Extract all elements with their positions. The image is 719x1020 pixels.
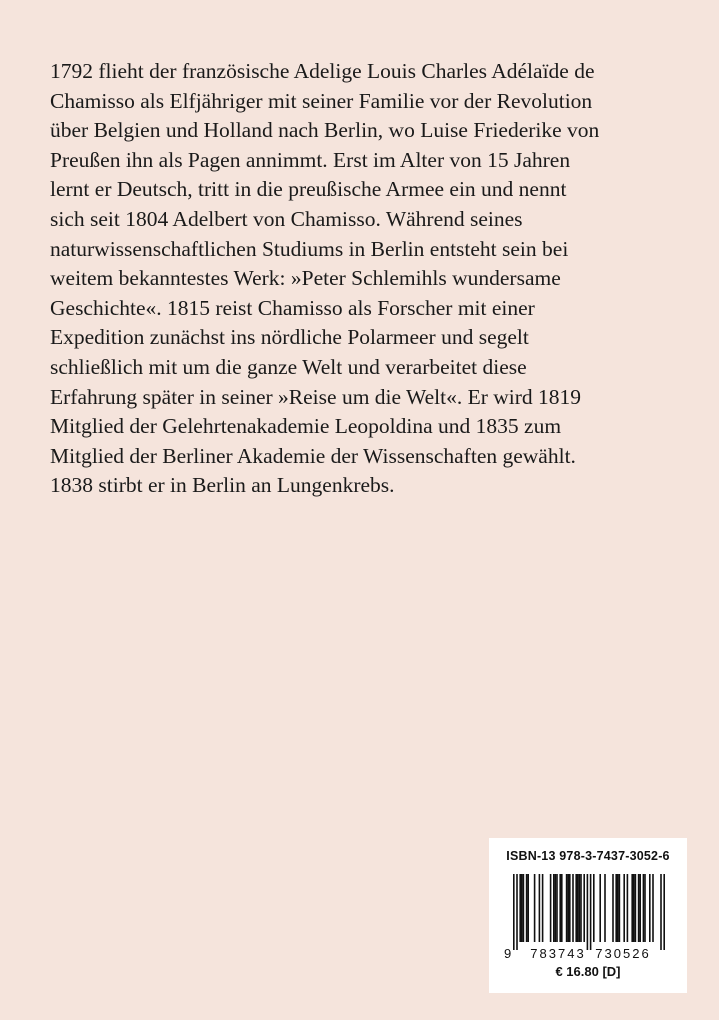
- barcode-bar: [644, 874, 646, 942]
- barcode-bar: [569, 874, 571, 942]
- barcode-first-digit: 9: [504, 946, 512, 960]
- barcode-bar: [617, 874, 619, 942]
- barcode-bar: [577, 874, 579, 942]
- blurb-line: Expedition zunächst ins nördliche Polarmeer und segelt: [50, 325, 529, 350]
- barcode-bar: [623, 874, 625, 942]
- blurb-line: Chamisso als Elfjähriger mit seiner Familie vor der Revolution: [50, 88, 593, 113]
- barcode-bar: [561, 874, 563, 942]
- barcode-bar: [550, 874, 552, 942]
- blurb-line: 1838 stirbt er in Berlin an Lungenkrebs.: [50, 473, 395, 498]
- blurb-line: Mitglied der Berliner Akademie der Wissenschaften gewählt.: [50, 443, 576, 468]
- blurb-line: Erfahrung später in seiner »Reise um die Welt«. Er wird 1819: [50, 384, 582, 409]
- barcode-bar: [604, 874, 606, 942]
- barcode-bar: [612, 874, 614, 942]
- barcode-bar: [599, 874, 601, 942]
- barcode-bar: [539, 874, 541, 942]
- barcode-bar: [593, 874, 595, 942]
- barcode-guard-bar: [590, 874, 592, 950]
- barcode-bar: [579, 874, 581, 942]
- blurb-line: weitem bekanntestes Werk: »Peter Schlemihls wundersame: [50, 266, 561, 291]
- barcode-right-digits: 730526: [595, 946, 651, 960]
- barcode-bar: [534, 874, 536, 942]
- barcode-left-digits: 783743: [530, 946, 586, 960]
- barcode-bar: [619, 874, 621, 942]
- barcode-bar: [567, 874, 569, 942]
- barcode-bar: [566, 874, 568, 942]
- barcode-bar: [635, 874, 637, 942]
- barcode-bar: [627, 874, 629, 942]
- blurb-line: lernt er Deutsch, tritt in die preußische Armee ein und nennt: [50, 177, 567, 202]
- blurb-line: Preußen ihn als Pagen annimmt. Erst im Alter von 15 Jahren: [50, 147, 571, 172]
- barcode-panel: [489, 838, 687, 993]
- barcode-bar: [638, 874, 640, 942]
- barcode-bar: [643, 874, 645, 942]
- barcode-bar: [583, 874, 585, 942]
- back-cover-blurb: [50, 57, 690, 501]
- barcode-bar: [631, 874, 633, 942]
- isbn-label: ISBN-13 978-3-7437-3052-6: [506, 849, 670, 863]
- barcode-guard-bar: [663, 874, 665, 950]
- blurb-line: über Belgien und Holland nach Berlin, wo Luise Friederike von: [50, 118, 600, 143]
- barcode-bar: [527, 874, 529, 942]
- barcode-bar: [555, 874, 557, 942]
- blurb-line: 1792 flieht der französische Adelige Louis Charles Adélaïde de: [50, 59, 595, 83]
- barcode-bar: [542, 874, 544, 942]
- barcode-guard-bar: [513, 874, 515, 950]
- barcode-bar: [649, 874, 651, 942]
- blurb-line: schließlich mit um die ganze Welt und verarbeitet diese: [50, 354, 527, 379]
- barcode-guard-bar: [516, 874, 518, 950]
- barcode-bar: [615, 874, 617, 942]
- barcode-bar: [639, 874, 641, 942]
- barcode-bar: [521, 874, 523, 942]
- blurb-line: Geschichte«. 1815 reist Chamisso als Forscher mit einer: [50, 295, 535, 320]
- blurb-line: naturwissenschaftlichen Studiums in Berlin entsteht sein bei: [50, 236, 569, 261]
- barcode-guard-bar: [660, 874, 662, 950]
- barcode-bar: [652, 874, 654, 942]
- barcode-bar: [519, 874, 521, 942]
- barcode-bar: [526, 874, 528, 942]
- barcode-guard-bar: [587, 874, 589, 950]
- blurb-line: Mitglied der Gelehrtenakademie Leopoldina und 1835 zum: [50, 414, 562, 439]
- ean-barcode: [501, 874, 675, 960]
- blurb-line: sich seit 1804 Adelbert von Chamisso. Während seines: [50, 206, 523, 231]
- barcode-bar: [633, 874, 635, 942]
- barcode-bar: [575, 874, 577, 942]
- barcode-bar: [572, 874, 574, 942]
- barcode-bar: [559, 874, 561, 942]
- barcode-bar: [580, 874, 582, 942]
- price-label: € 16.80 [D]: [555, 964, 621, 979]
- barcode-bars: [513, 874, 665, 950]
- barcode-bar: [556, 874, 558, 942]
- barcode-bar: [553, 874, 555, 942]
- barcode-bar: [523, 874, 525, 942]
